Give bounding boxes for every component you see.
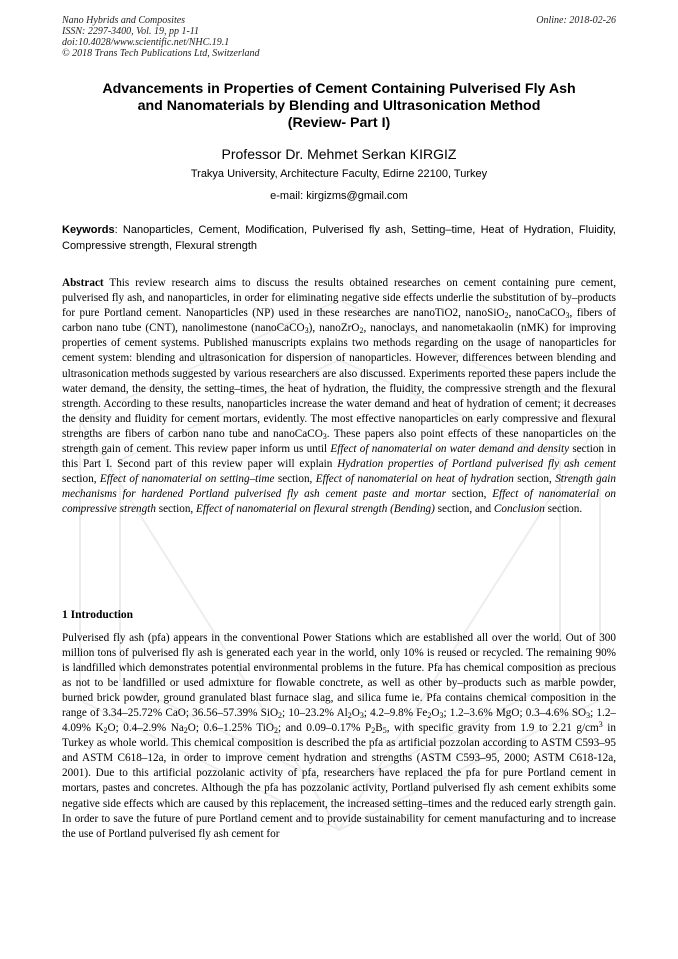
introduction-body (62, 631, 616, 842)
title-line-3: (Review- Part I) (287, 115, 391, 131)
journal-name: Nano Hybrids and Composites (62, 15, 186, 26)
subscript: 2 (274, 726, 278, 736)
body-text: ; 4.2–9.8% Fe (363, 707, 428, 720)
subscript: 2 (504, 311, 509, 321)
author-affiliation: Trakya University, Architecture Faculty, Edirne 22100, Turkey (190, 168, 488, 180)
online-date: Online: 2018-02-26 (536, 15, 616, 26)
subscript: 3 (359, 711, 364, 721)
abstract-block (62, 276, 616, 518)
abstract-text: section, (274, 473, 316, 486)
section-reference: Strength gain mechanisms for hardened Portland pulverised fly ash cement paste and mortar (62, 473, 616, 501)
subscript: 3 (565, 311, 570, 321)
subscript: 5 (382, 726, 387, 736)
subscript: 2 (359, 326, 364, 336)
body-text: O (351, 707, 360, 720)
body-text: in Turkey as whole world. This chemical composition is described the pfa as artificial pozzolan according to ASTM C593–95 and ASTM C618–12a, in order to improve cement hydration and strengths (ASTM C593–95, 2000; ASTM C618-12a, 2001). Due to this artificial pozzolanic activity of pfa, researchers have replaced the pfa for pure Portland cement in mortars, pastes and concretes. Although the pfa has pozzolanic activity, Portland pulverised fly ash cement exhibits some negative side effects which are caused by this replacement, the increased setting–times and the reduced early strength gain. In order to save the future of pure Portland cement and to provide sustainability for cement manufacturing and to increase the use of Portland pulverised fly ash cement for (62, 722, 616, 840)
abstract-text: , nanoCaCO (508, 307, 566, 320)
abstract-text: section in this Part I. Second part of this review paper will explain (62, 443, 616, 471)
body-text: O (431, 707, 440, 720)
body-text: B (375, 722, 383, 735)
journal-meta (62, 15, 260, 59)
author-name: Professor Dr. Mehmet Serkan KIRGIZ (221, 146, 457, 162)
abstract-text: section, (62, 473, 100, 486)
subscript: 2 (347, 711, 352, 721)
abstract-text: ), nanoZrO (308, 322, 360, 335)
body-text: ; 10–23.2% Al (282, 707, 348, 720)
body-text: ; 1.2–3.6% MgO; 0.3–4.6% SO (443, 707, 587, 720)
author-email: e-mail: kirgizms@gmail.com (270, 190, 408, 202)
subscript: 2 (427, 711, 432, 721)
abstract-text: , nanoclays, and nanometakaolin (nMK) for improving properties of cement systems. Published manuscripts explains two methods regarding on the usage of nanoparticles for cement system: blending and ultrasonication for dispersion of nanoparticles. However, differences between blending and ultrasonication methods suggested by various researchers are also discussed. Experiments reported these papers include the water demand, the density, the setting–times, the heat of hydration, the fluidity, the compressive strength and the flexural strength. According to these results, nanoparticles increase the water demand and heat of hydration of cement; it decreases the density and fluidity for cement mortars, evidently. The most effective nanoparticles on early compressive and flexural strengths are fibers of carbon nano tube and nanoCaCO (62, 322, 616, 440)
keywords-label: Keywords (62, 224, 115, 236)
keywords-text: : Nanoparticles, Cement, Modification, Pulverised fly ash, Setting–time, Heat of Hydration, Fluidity, Compressive strength, Flexural strength (62, 224, 616, 252)
keywords-block (62, 223, 616, 254)
abstract-text: . These papers also point effects of these nanoparticles on the strength gain of cement. This review paper inform us until (62, 427, 616, 456)
body-text: , with specific gravity from 1.9 to 2.21 g/cm (386, 722, 599, 735)
copyright-line: © 2018 Trans Tech Publications Ltd, Switzerland (62, 48, 260, 59)
issn-line: ISSN: 2297-3400, Vol. 19, pp 1-11 (62, 26, 200, 37)
section-reference: Hydration properties of Portland pulverised fly ash cement (337, 458, 616, 471)
abstract-text: section, and (434, 503, 494, 516)
abstract-label: Abstract (62, 277, 104, 289)
body-text: O; 0.6–1.25% TiO (187, 722, 274, 735)
abstract-text: section, (513, 473, 556, 486)
subscript: 3 (586, 711, 591, 721)
section-heading-introduction: 1 Introduction (62, 609, 134, 621)
subscript: 2 (103, 726, 108, 736)
title-line-2: and Nanomaterials by Blending and Ultrasonication Method (137, 98, 541, 114)
abstract-text: section. (544, 503, 583, 516)
section-reference: Effect of nanomaterial on heat of hydration (315, 473, 514, 486)
abstract-text: This review research aims to discuss the results obtained researches on cement containing pure cement, pulverised fly ash, and nanoparticles, in order for eliminating negative side effects underlie the substitution of by–products for pure Portland cement. Nanoparticles (NP) used in these researches are nanoTiO2, nanoSiO (62, 277, 616, 320)
body-text: Pulverised fly ash (pfa) appears in the conventional Power Stations which are established all over the world. Out of 300 million tons of pulverised fly ash is generated each year in the world, only 10% is reused or recycled. The remaining 90% is landfilled which demonstrates potential environmental problems in the future. Pfa has chemical composition as precious as not to be landfilled or used admixture for flowable conctrete, as well as other by–products such as marble powder, burned brick powder, ground granulated blast furnace slag, and silica fume ie. Pfa contains chemical composition in the range of 3.34–25.72% CaO; 36.56–57.39% SiO (62, 632, 616, 720)
subscript: 2 (278, 711, 283, 721)
superscript: 3 (598, 720, 603, 730)
section-reference: Conclusion (493, 503, 545, 516)
title-line-1: Advancements in Properties of Cement Containing Pulverised Fly Ash (102, 81, 576, 97)
subscript: 3 (439, 711, 444, 721)
section-reference: Effect of nanomaterial on setting–time (99, 473, 275, 486)
body-text: ; and 0.09–0.17% P (278, 722, 372, 735)
doi-line: doi:10.4028/www.scientific.net/NHC.19.1 (62, 37, 230, 48)
abstract-text: section, (155, 503, 197, 516)
section-reference: Effect of nanomaterial on water demand and density (330, 443, 570, 456)
paper-title (62, 81, 616, 132)
subscript: 2 (371, 726, 376, 736)
subscript: 3 (304, 326, 309, 336)
subscript: 3 (322, 431, 327, 441)
body-text: ; 1.2–4.09% K (62, 707, 617, 735)
abstract-text: section, (446, 488, 493, 501)
subscript: 2 (183, 726, 188, 736)
abstract-text: , fibers of carbon nano tube (CNT), nanolimestone (nanoCaCO (62, 307, 617, 335)
body-text: O; 0.4–2.9% Na (107, 722, 184, 735)
section-reference: Effect of nanomaterial on compressive strength (62, 488, 616, 516)
section-reference: Effect of nanomaterial on flexural strength (Bending) (196, 503, 435, 516)
